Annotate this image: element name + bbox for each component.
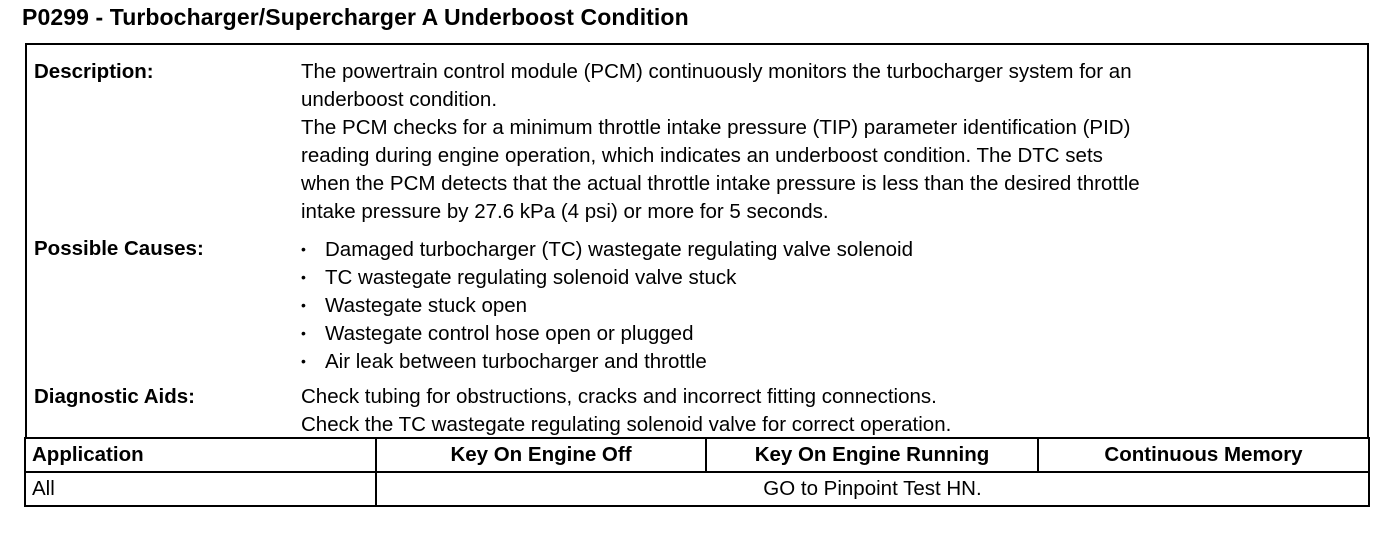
column-header-key-on-engine-off: Key On Engine Off	[376, 438, 706, 472]
description-line: The PCM checks for a minimum throttle intake pressure (TIP) parameter identification (PID)	[301, 116, 1131, 139]
description-line: underboost condition.	[301, 88, 498, 111]
list-item: • Damaged turbocharger (TC) wastegate regulating valve solenoid	[301, 235, 1365, 263]
test-table	[24, 437, 1370, 507]
bullet-icon: •	[301, 325, 306, 341]
application-cell: All	[25, 472, 376, 506]
description-line: intake pressure by 27.6 kPa (4 psi) or more for 5 seconds.	[301, 200, 829, 223]
bullet-icon: •	[301, 241, 306, 257]
bullet-icon: •	[301, 297, 306, 313]
table-header-row	[25, 438, 1369, 472]
bullet-icon: •	[301, 269, 306, 285]
description-line: when the PCM detects that the actual throttle intake pressure is less than the desired throttle	[301, 172, 1140, 195]
column-header-continuous-memory: Continuous Memory	[1038, 438, 1369, 472]
list-item: • Wastegate stuck open	[301, 291, 1365, 319]
list-item: • Wastegate control hose open or plugged	[301, 319, 1365, 347]
possible-causes-label: Possible Causes:	[34, 237, 204, 260]
diagnostic-aids-line: Check the TC wastegate regulating solenoid valve for correct operation.	[301, 413, 952, 436]
diagnostic-aids-line: Check tubing for obstructions, cracks and incorrect fitting connections.	[301, 385, 937, 408]
description-line: reading during engine operation, which indicates an underboost condition. The DTC sets	[301, 144, 1103, 167]
column-header-application: Application	[25, 438, 376, 472]
description-line: The powertrain control module (PCM) continuously monitors the turbocharger system for an	[301, 60, 1132, 83]
action-cell: GO to Pinpoint Test HN.	[376, 472, 1369, 506]
diagnostic-aids-text	[301, 383, 1365, 439]
description-text	[301, 58, 1365, 226]
page-title: P0299 - Turbocharger/Supercharger A Underboost Condition	[22, 4, 689, 30]
dtc-info-box	[25, 43, 1369, 439]
column-header-key-on-engine-running: Key On Engine Running	[706, 438, 1038, 472]
possible-causes-list	[301, 235, 1365, 375]
diagnostic-aids-label: Diagnostic Aids:	[34, 385, 195, 408]
description-label: Description:	[34, 60, 154, 83]
list-item: • TC wastegate regulating solenoid valve stuck	[301, 263, 1365, 291]
bullet-icon: •	[301, 353, 306, 369]
table-row	[25, 472, 1369, 506]
list-item: • Air leak between turbocharger and throttle	[301, 347, 1365, 375]
